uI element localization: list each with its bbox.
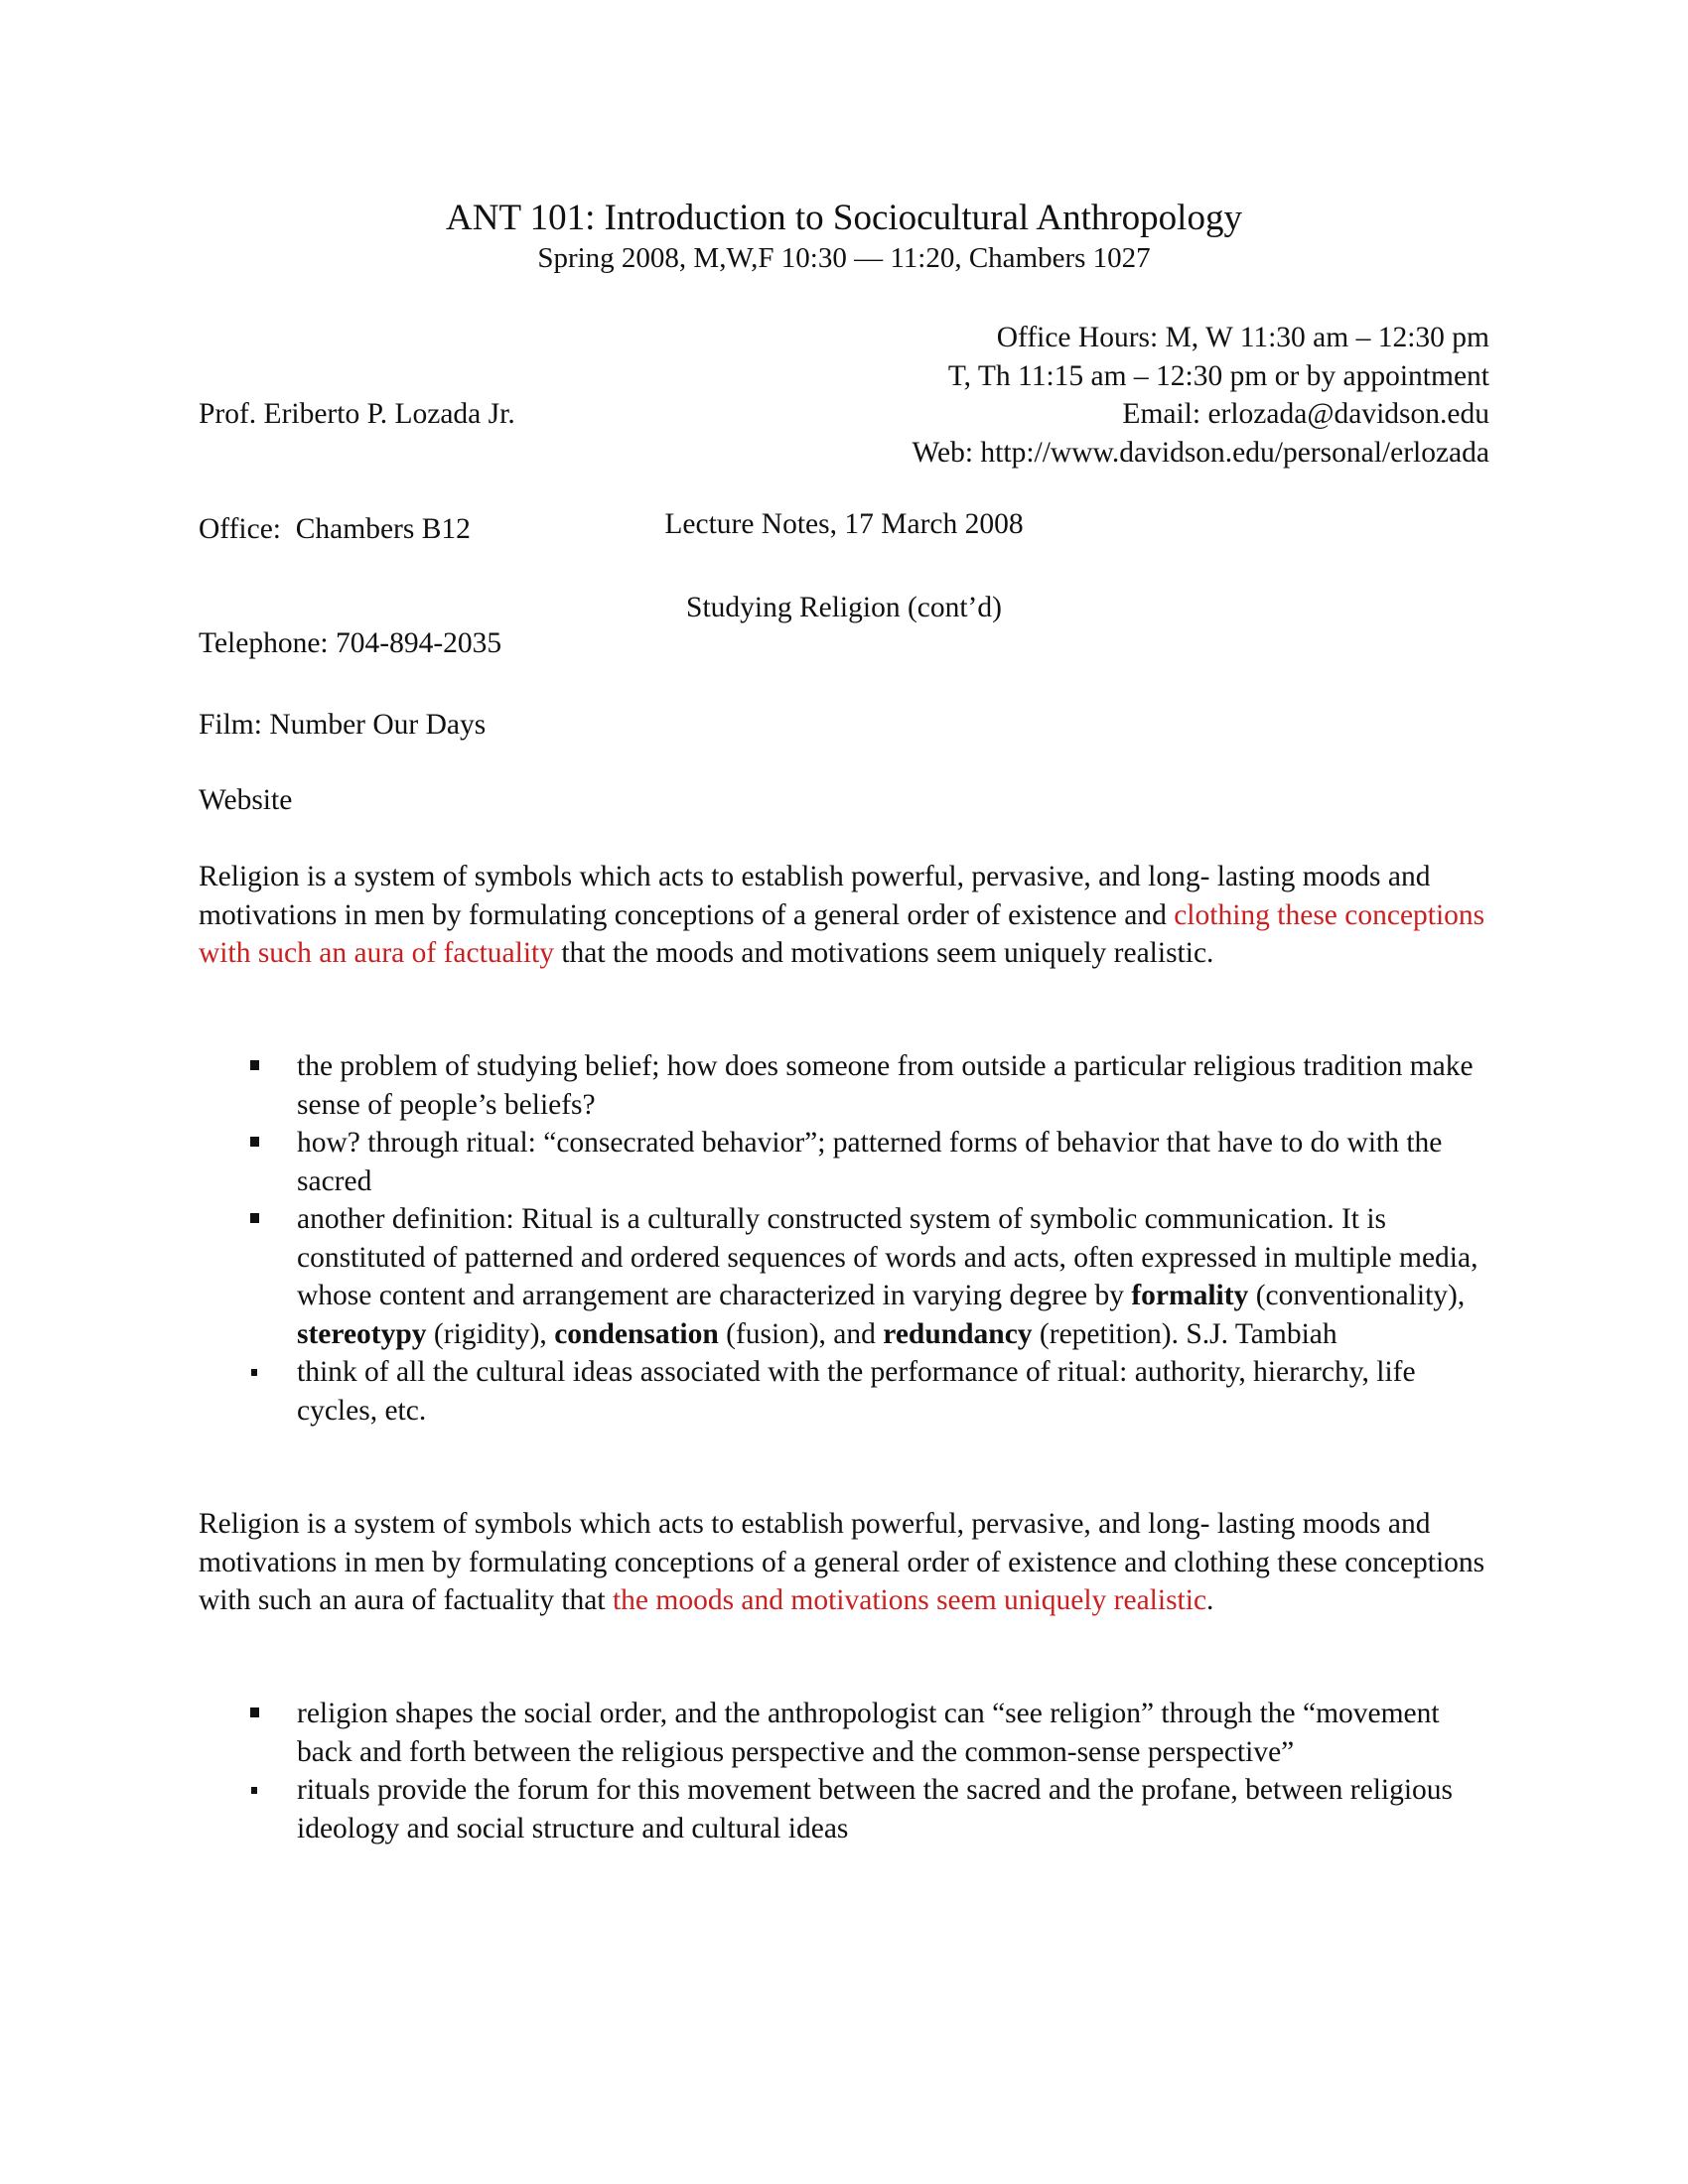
definition-2-highlight: the moods and motivations seem uniquely realistic	[612, 1584, 1207, 1616]
email-line: Email: erlozada@davidson.edu	[1122, 398, 1489, 430]
definition-1-ending: that the moods and motivations seem uniquely realistic.	[553, 937, 1214, 969]
bullet-list-2	[199, 1695, 1499, 1847]
instructor-office: Office: Chambers B12	[199, 512, 471, 545]
web-line: Web: http://www.davidson.edu/personal/erlozada	[912, 436, 1489, 469]
course-title: ANT 101: Introduction to Sociocultural Anthropology	[446, 198, 1242, 238]
list-item-text: religion shapes the social order, and the anthropologist can “see religion” through the “movement back and forth between the religious perspective and the common-sense perspective”	[297, 1698, 1440, 1768]
list-item	[199, 1695, 1499, 1771]
definition-paragraph-1	[199, 858, 1499, 973]
list-item	[199, 1771, 1499, 1847]
square-bullet-icon	[250, 1707, 259, 1717]
definition-1-highlight: clothing these conceptions with such an aura of factuality	[199, 898, 1485, 969]
definition-2-text: Religion is a system of symbols which acts to establish powerful, pervasive, and long- lasting moods and motivations in men by formulating conceptions of a general order of existence and clothing these conceptions with such an aura of factuality that	[199, 1508, 1485, 1616]
lecture-date: Lecture Notes, 17 March 2008	[664, 508, 1024, 540]
square-bullet-icon	[250, 1213, 259, 1223]
list-item	[199, 1047, 1499, 1124]
lecture-topic: Studying Religion (cont’d)	[686, 592, 1002, 623]
office-hours-line-2: T, Th 11:15 am – 12:30 pm or by appointment	[947, 359, 1489, 392]
list-item-text: rituals provide the forum for this movement between the sacred and the profane, between religious ideology and social structure and cultural ideas	[297, 1774, 1454, 1844]
bullet-list-1	[199, 1047, 1499, 1430]
term-stereotypy: stereotypy	[297, 1317, 427, 1350]
term-redundancy: redundancy	[883, 1317, 1033, 1350]
website-line: Website	[199, 784, 293, 816]
office-hours-line-1: Office Hours: M, W 11:30 am – 12:30 pm	[996, 322, 1489, 353]
gloss-stereotypy: (rigidity),	[426, 1317, 555, 1350]
gloss-redundancy: (repetition). S.J. Tambiah	[1032, 1317, 1337, 1350]
list-item-text: the problem of studying belief; how does someone from outside a particular religious tradition make sense of people’s beliefs?	[297, 1050, 1474, 1121]
list-item	[199, 1353, 1499, 1430]
instructor-telephone: Telephone: 704-894-2035	[199, 627, 502, 659]
list-item-text: how? through ritual: “consecrated behavior”; patterned forms of behavior that have to do with the sacred	[297, 1127, 1443, 1197]
list-item-text: think of all the cultural ideas associated with the performance of ritual: authority, hierarchy, life cycles, etc.	[297, 1356, 1416, 1427]
film-line: Film: Number Our Days	[199, 709, 487, 741]
contact-info	[913, 319, 1489, 472]
gloss-formality: (conventionality),	[1248, 1280, 1466, 1311]
square-bullet-icon	[250, 1137, 259, 1147]
ritual-definition-intro: another definition: Ritual is a culturally constructed system of symbolic communication. It is constituted of patterned and ordered sequences of words and acts, often expressed in multiple media, whose content and arrangement are characterized in varying degree by	[297, 1203, 1478, 1311]
course-header	[0, 197, 1688, 276]
term-condensation: condensation	[554, 1317, 719, 1350]
term-formality: formality	[1131, 1280, 1249, 1311]
list-item	[199, 1200, 1499, 1353]
square-bullet-icon	[251, 1787, 257, 1794]
gloss-condensation: (fusion), and	[718, 1317, 884, 1350]
definition-paragraph-2	[199, 1505, 1499, 1620]
definition-2-ending: .	[1206, 1584, 1214, 1616]
definition-1-text: Religion is a system of symbols which acts to establish powerful, pervasive, and long- lasting moods and motivations in men by formulating conceptions of a general order of existence and	[199, 861, 1431, 931]
square-bullet-icon	[250, 1060, 259, 1070]
instructor-name: Prof. Eriberto P. Lozada Jr.	[199, 398, 515, 430]
course-subtitle: Spring 2008, M,W,F 10:30 — 11:20, Chambers 1027	[537, 242, 1151, 274]
list-item	[199, 1124, 1499, 1200]
square-bullet-icon	[251, 1369, 257, 1376]
